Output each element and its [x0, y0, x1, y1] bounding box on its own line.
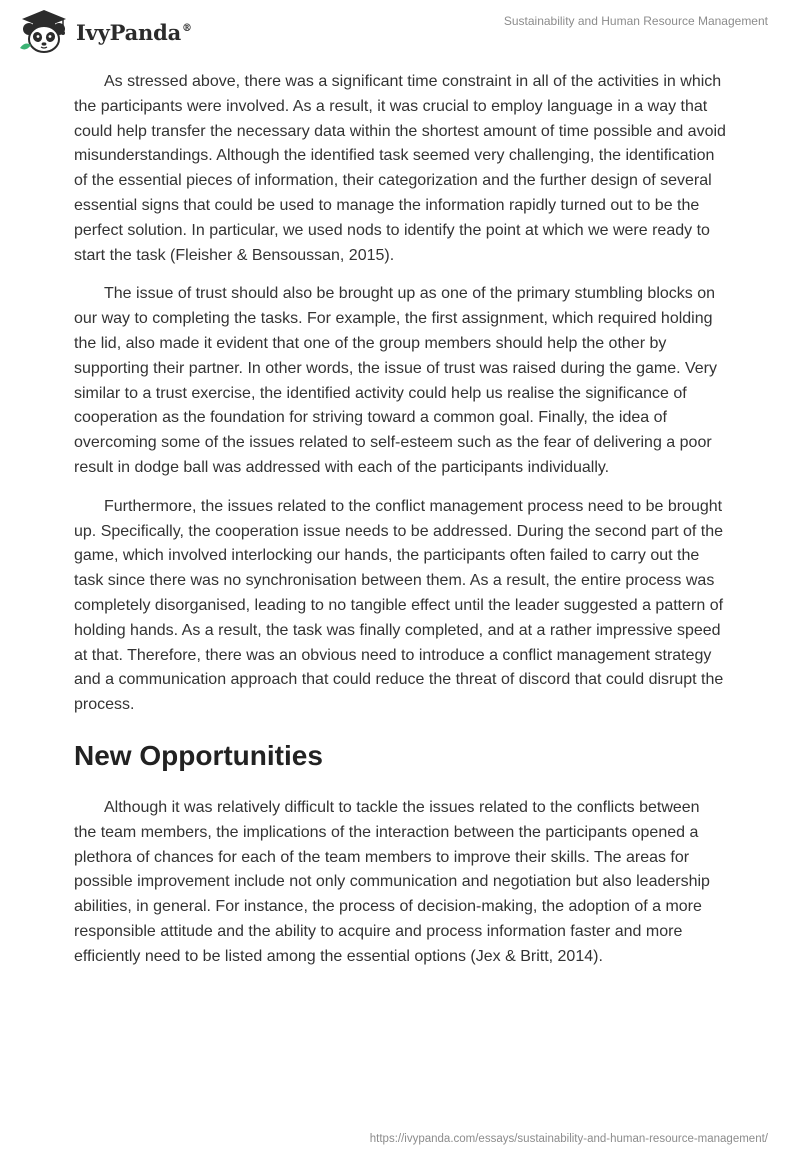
source-url[interactable]: https://ivypanda.com/essays/sustainability-and-human-resource-management/ — [369, 1133, 768, 1145]
article-body — [74, 70, 726, 984]
paragraph: Although it was relatively difficult to tackle the issues related to the conflicts between the team members, the implications of the interaction between the participants opened a plethora of chances for each of the team members to improve their skills. The areas for possible improvement include not only communication and negotiation but also leadership abilities, in general. For instance, the process of decision-making, the adoption of a more responsible attitude and the ability to acquire and process information faster and more efficiently need to be listed among the essential options (Jex & Britt, 2014). — [74, 798, 710, 965]
paragraph: As stressed above, there was a significant time constraint in all of the activities in which the participants were involved. As a result, it was crucial to employ language in a way that could help transfer the necessary data within the shortest amount of time possible and avoid misunderstandings. Although the identified task seemed very challenging, the identification of the essential pieces of information, their categorization and the further design of several essential signs that could be used to manage the information rapidly turned out to be the perfect solution. In particular, we used nods to identify the point at which we were ready to start the task (Fleisher & Bensoussan, 2015). — [74, 73, 726, 264]
section-heading: New Opportunities — [74, 739, 323, 771]
brand-name: IvyPanda® — [76, 19, 192, 45]
panda-graduate-icon — [16, 8, 72, 54]
document-title: Sustainability and Human Resource Management — [503, 14, 768, 28]
page-header — [0, 0, 800, 60]
ivypanda-logo[interactable] — [16, 8, 192, 54]
paragraph: Furthermore, the issues related to the conflict management process need to be brought up. Specifically, the cooperation issue needs to be addressed. During the second part of the game, which involved interlocking our hands, the participants often failed to carry out the task since there was no synchronisation between them. As a result, the entire process was completely disorganised, leading to no tangible effect until the leader suggested a pattern of holding hands. As a result, the task was finally completed, and at a rather impressive speed at that. Therefore, there was an obvious need to introduce a conflict management strategy and a communication approach that could reduce the threat of discord that could disrupt the process. — [74, 497, 724, 714]
paragraph: The issue of trust should also be brought up as one of the primary stumbling blocks on our way to completing the tasks. For example, the first assignment, which required holding the lid, also made it evident that one of the group members should help the other by supporting their partner. In other words, the issue of trust was raised during the game. Very similar to a trust exercise, the identified activity could help us realise the significance of cooperation as the foundation for striving toward a common goal. Finally, the idea of overcoming some of the issues related to self-esteem such as the fear of delivering a poor result in dodge ball was addressed with each of the participants individually. — [74, 285, 718, 476]
